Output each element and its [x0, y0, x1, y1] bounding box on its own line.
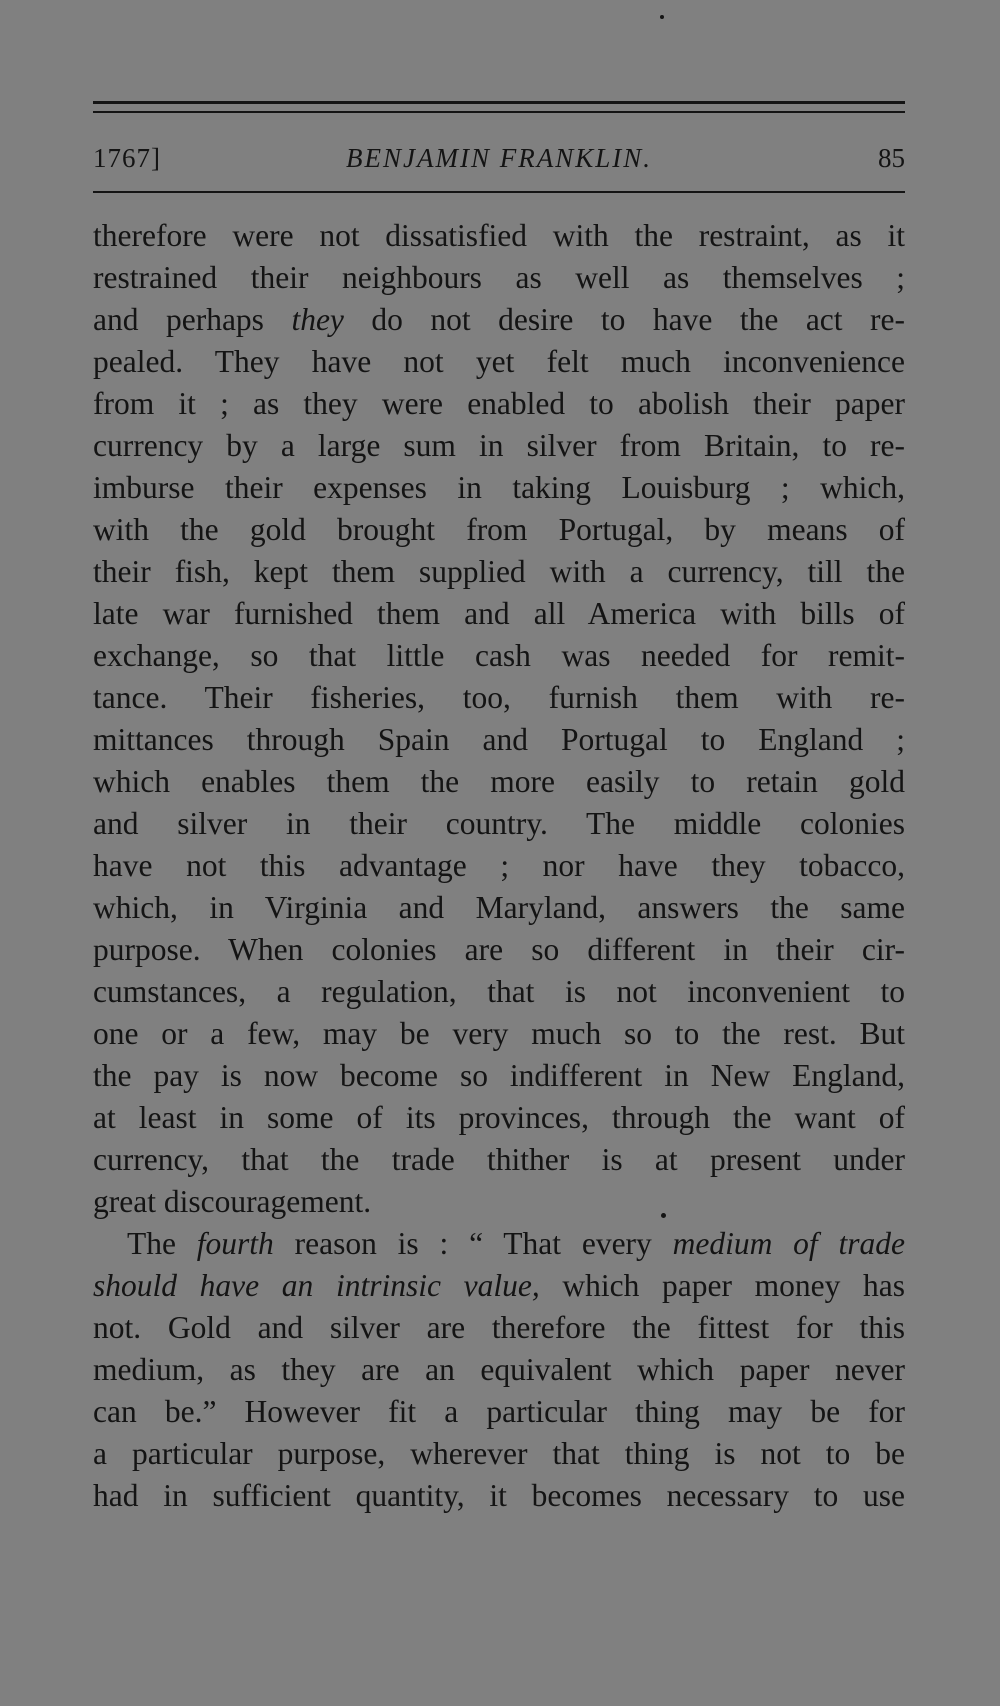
text-segment: can be.” However fit a particular thing may be for	[93, 1394, 905, 1429]
text-line	[93, 1097, 905, 1139]
header-rule-top-second	[93, 111, 905, 113]
text-line	[93, 383, 905, 425]
italic-text: should have an intrinsic value,	[93, 1268, 540, 1303]
text-line	[93, 299, 905, 341]
text-segment: not. Gold and silver are therefore the fittest for this	[93, 1310, 905, 1345]
text-segment: currency by a large sum in silver from Britain, to re-	[93, 428, 905, 463]
text-line	[93, 1223, 905, 1265]
text-segment: restrained their neighbours as well as themselves ;	[93, 260, 905, 295]
text-segment: and silver in their country. The middle colonies	[93, 806, 905, 841]
text-segment: do not desire to have the act re-	[343, 302, 905, 337]
text-line	[93, 215, 905, 257]
text-segment: reason is : “ That every	[273, 1226, 673, 1261]
text-line	[93, 845, 905, 887]
text-line	[93, 719, 905, 761]
text-line	[93, 1475, 905, 1517]
text-segment: a particular purpose, wherever that thing is not to be	[93, 1436, 905, 1471]
text-line	[93, 929, 905, 971]
text-segment: pealed. They have not yet felt much inconvenience	[93, 344, 905, 379]
text-segment: one or a few, may be very much so to the rest. But	[93, 1016, 905, 1051]
text-segment: which, in Virginia and Maryland, answers the same	[93, 890, 905, 925]
text-segment: at least in some of its provinces, through the want of	[93, 1100, 905, 1135]
text-line	[93, 887, 905, 929]
text-segment: tance. Their fisheries, too, furnish them with re-	[93, 680, 905, 715]
text-line	[93, 635, 905, 677]
text-segment: with the gold brought from Portugal, by means of	[93, 512, 905, 547]
text-segment: currency, that the trade thither is at present under	[93, 1142, 905, 1177]
text-line	[93, 1013, 905, 1055]
text-line	[93, 551, 905, 593]
text-segment: The	[127, 1226, 197, 1261]
text-segment: their fish, kept them supplied with a currency, till the	[93, 554, 905, 589]
text-line	[93, 971, 905, 1013]
header-title: BENJAMIN FRANKLIN.	[346, 143, 652, 173]
text-line	[93, 257, 905, 299]
text-segment: therefore were not dissatisfied with the restraint, as it	[93, 218, 905, 253]
text-line	[93, 1307, 905, 1349]
text-segment: purpose. When colonies are so different in their cir-	[93, 932, 905, 967]
text-line	[93, 425, 905, 467]
text-segment: the pay is now become so indifferent in New England,	[93, 1058, 905, 1093]
text-segment: have not this advantage ; nor have they tobacco,	[93, 848, 905, 883]
text-segment: imburse their expenses in taking Louisburg ; which,	[93, 470, 905, 505]
text-segment: late war furnished them and all America with bills of	[93, 596, 905, 631]
text-segment: exchange, so that little cash was needed for remit-	[93, 638, 905, 673]
text-segment: which paper money has	[539, 1268, 905, 1303]
print-speck-top	[660, 15, 664, 19]
header-rule-bottom	[93, 191, 905, 193]
page-number: 85	[878, 143, 905, 173]
print-speck	[661, 1213, 666, 1218]
running-header	[93, 138, 905, 178]
text-line	[93, 677, 905, 719]
text-line	[93, 1181, 905, 1223]
text-line	[93, 341, 905, 383]
text-segment: from it ; as they were enabled to abolish their paper	[93, 386, 905, 421]
italic-text: fourth	[196, 1226, 274, 1261]
text-line	[93, 467, 905, 509]
text-line	[93, 509, 905, 551]
text-line	[93, 803, 905, 845]
text-segment: mittances through Spain and Portugal to England ;	[93, 722, 905, 757]
text-segment: cumstances, a regulation, that is not inconvenient to	[93, 974, 905, 1009]
body-text	[93, 215, 905, 1517]
text-line	[93, 593, 905, 635]
text-line	[93, 1349, 905, 1391]
text-line	[93, 1139, 905, 1181]
text-line	[93, 761, 905, 803]
text-segment: medium, as they are an equivalent which paper never	[93, 1352, 905, 1387]
text-line	[93, 1265, 905, 1307]
text-line	[93, 1055, 905, 1097]
text-line	[93, 1433, 905, 1475]
header-date: 1767]	[93, 143, 161, 173]
text-segment: which enables them the more easily to retain gold	[93, 764, 905, 799]
header-rule-top	[93, 101, 905, 104]
italic-text: medium of trade	[672, 1226, 905, 1261]
text-segment: had in sufficient quantity, it becomes necessary to use	[93, 1478, 905, 1513]
text-segment: great discouragement.	[93, 1184, 372, 1219]
text-line	[93, 1391, 905, 1433]
italic-text: they	[291, 302, 344, 337]
text-segment: and perhaps	[93, 302, 292, 337]
